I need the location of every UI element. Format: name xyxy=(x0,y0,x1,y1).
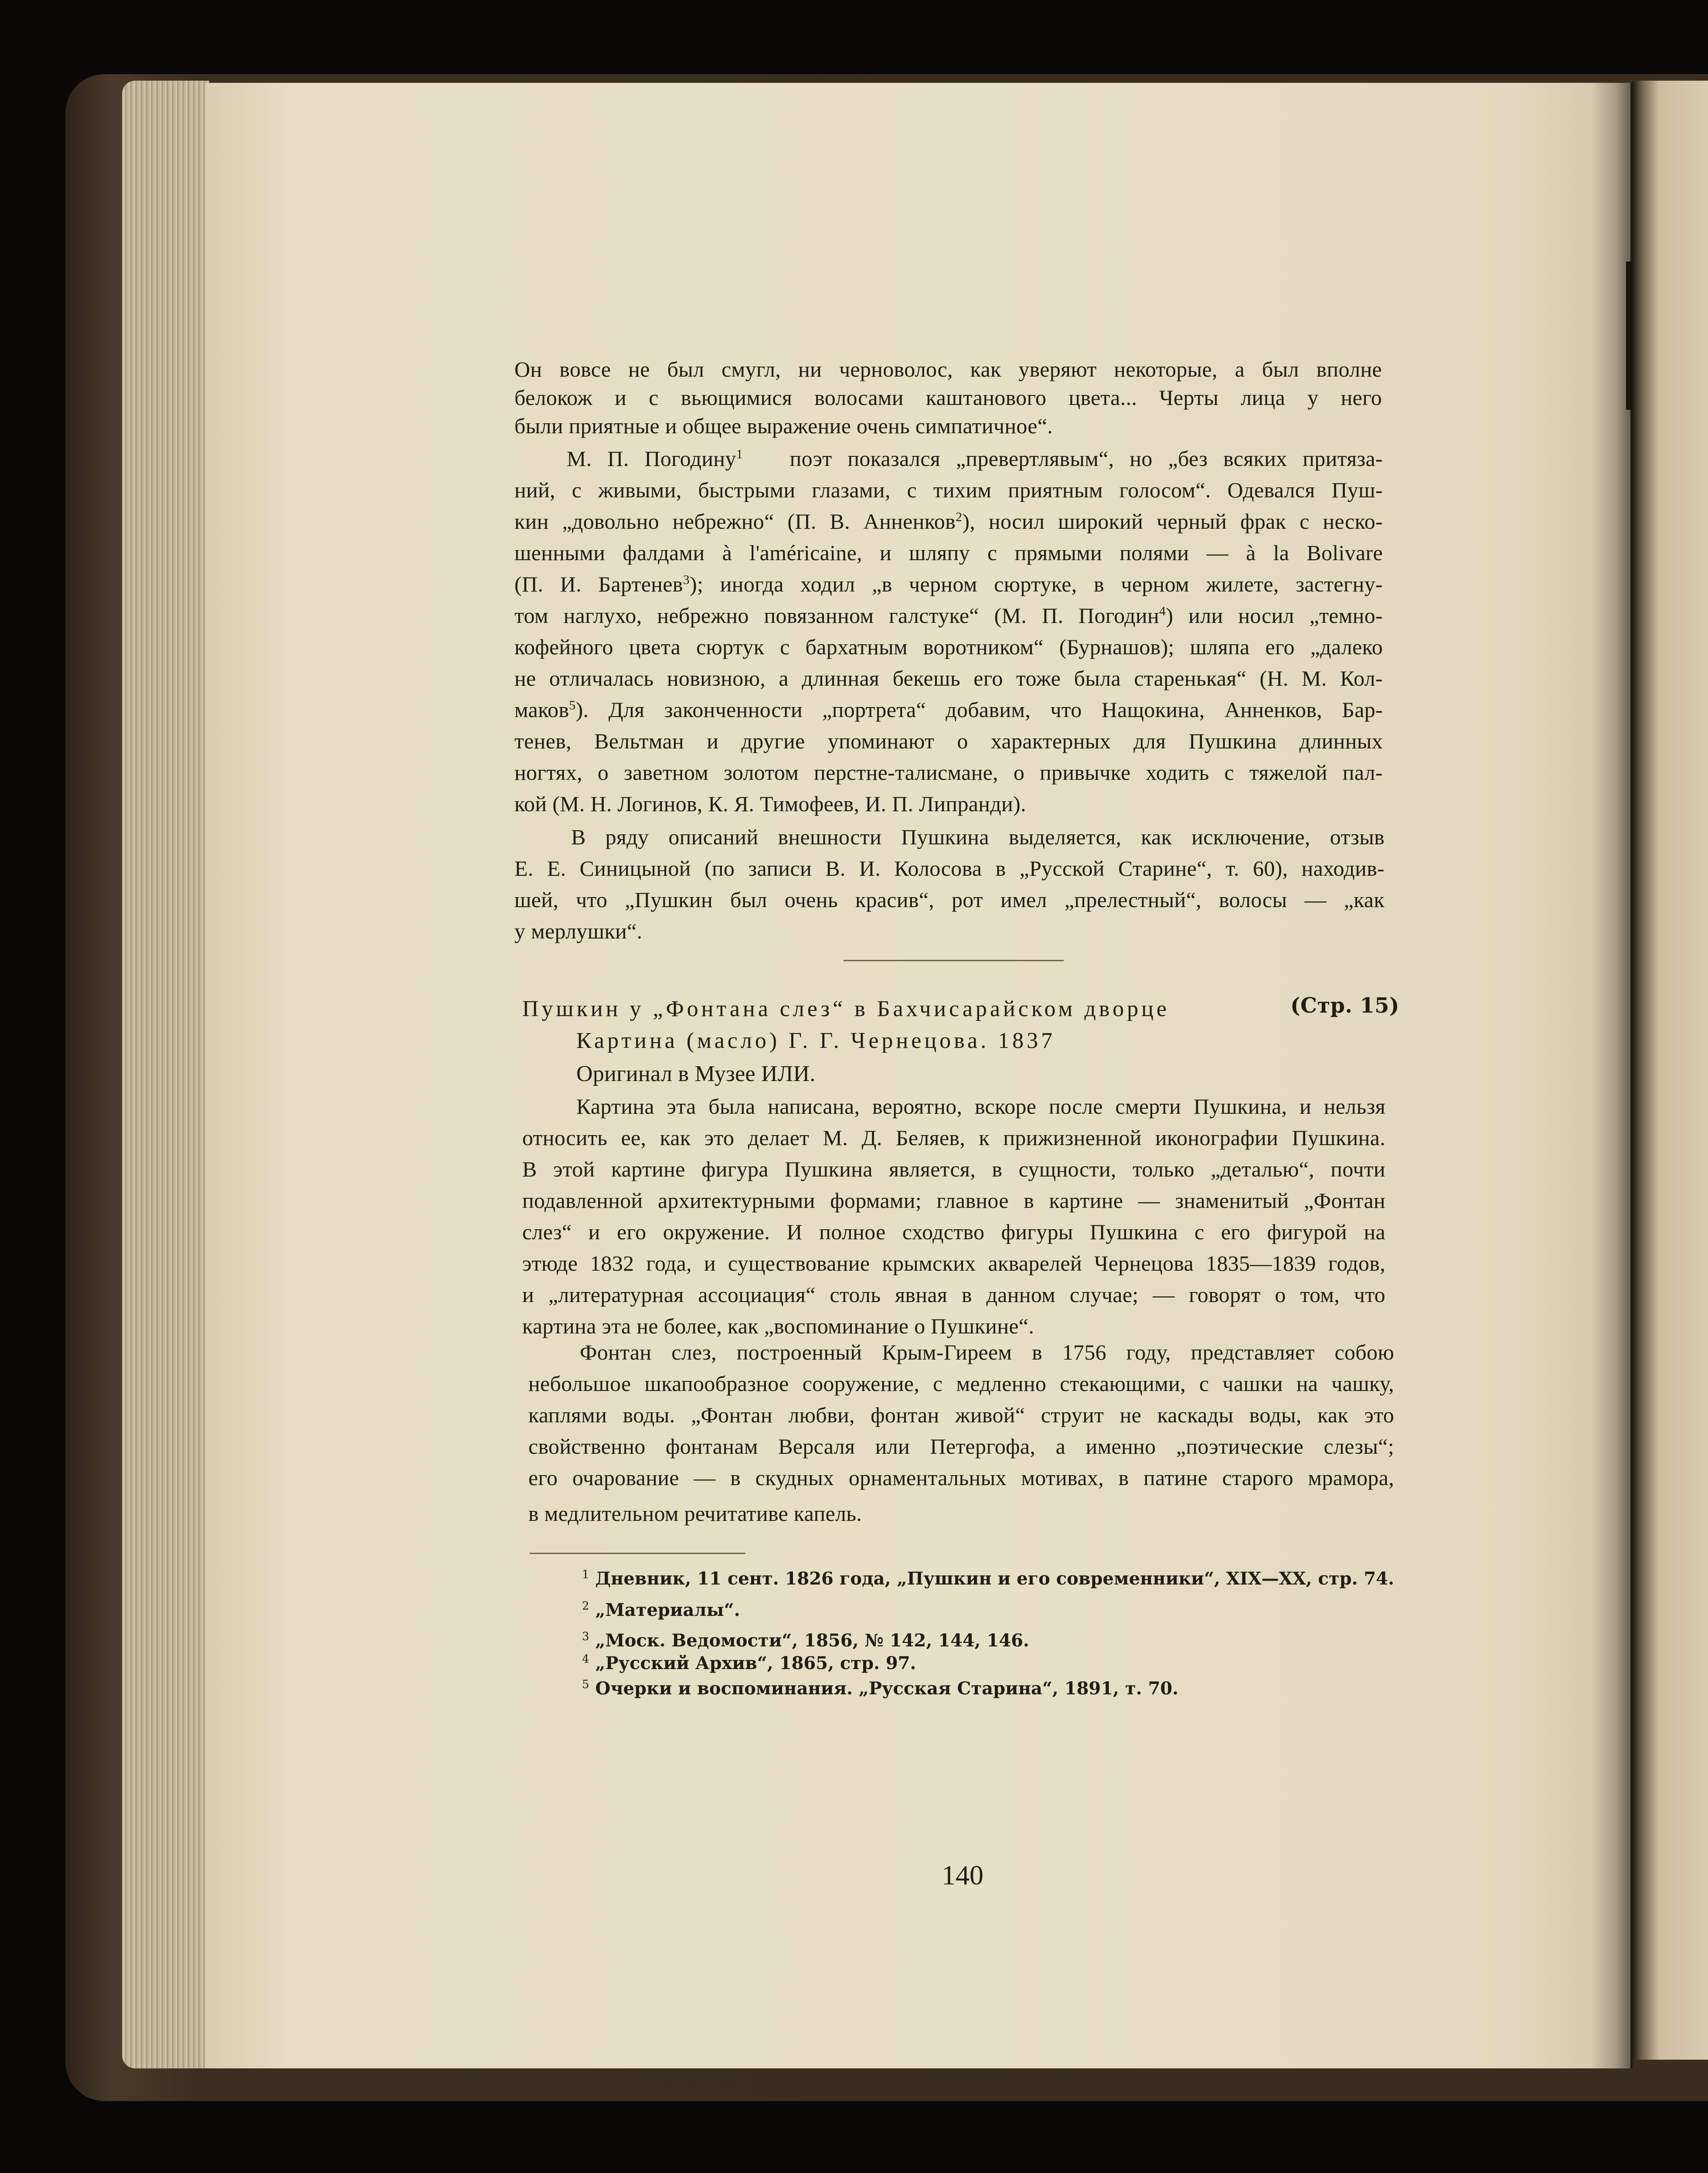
footnote-text: „Материалы“. xyxy=(595,1600,740,1620)
entry-line: подавленной архитектурными формами; главное в картине — знаменитый „Фонтан xyxy=(522,1188,1385,1213)
entry-line: его очарование — в скудных орнаментальных мотивах, в патине старого мрамора, xyxy=(528,1466,1394,1490)
footnote xyxy=(582,1677,1178,1700)
entry-location: Оригинал в Музее ИЛИ. xyxy=(576,1061,816,1086)
entry-line: Картина эта была написана, вероятно, вскоре после смерти Пушкина, и нельзя xyxy=(576,1094,1385,1119)
body-text: поэт показался „превертлявым“, но „без всяких притяза- xyxy=(789,446,1383,471)
body-line xyxy=(514,507,1383,535)
body-line: были приятные и общее выражение очень симпатичное“. xyxy=(514,414,1053,438)
body-line: шей, что „Пушкин был очень красив“, рот имел „прелестный“, волосы — „как xyxy=(514,888,1385,912)
body-line: не отличалась новизною, а длинная бекешь его тоже была старенькая“ (Н. М. Кол- xyxy=(514,666,1383,690)
footnote-number: 2 xyxy=(582,1599,589,1613)
body-line xyxy=(514,696,1383,724)
body-text: том наглухо, небрежно повязанном галстуке“ (М. П. Погодин xyxy=(514,603,1160,628)
body-line: ний, с живыми, быстрыми глазами, с тихим приятным голосом“. Одевался Пуш- xyxy=(514,478,1383,502)
body-line: шенными фалдами à l'américaine, и шляпу с прямыми полями — à la Bolivare xyxy=(514,541,1383,565)
body-line xyxy=(514,602,1383,629)
entry-line: В этой картине фигура Пушкина является, в сущности, только „деталью“, почти xyxy=(522,1157,1385,1181)
section-divider xyxy=(844,960,1064,961)
footnote xyxy=(582,1629,1029,1652)
entry-line: небольшое шкапообразное сооружение, с медленно стекающими, с чашки на чашку, xyxy=(528,1371,1394,1396)
body-line: тенев, Вельтман и другие упоминают о характерных для Пушкина длинных xyxy=(514,729,1383,753)
footnote xyxy=(582,1599,740,1622)
body-text: ) или носил „темно- xyxy=(1166,603,1383,628)
entry-page-ref: (Стр. 15) xyxy=(1290,993,1399,1018)
body-line xyxy=(514,570,1383,598)
footnote xyxy=(582,1652,916,1675)
facing-page-mark xyxy=(1626,262,1632,410)
entry-line: в медлительном речитативе капель. xyxy=(528,1501,862,1526)
footnote-ref: 5 xyxy=(569,698,576,713)
body-line: у мерлушки“. xyxy=(514,919,643,943)
body-text: М. П. Погодину xyxy=(567,446,736,471)
page-number: 140 xyxy=(942,1860,983,1891)
page-edges xyxy=(122,81,209,2068)
footnote-ref: 4 xyxy=(1159,604,1166,619)
body-line: белокож и с вьющимися волосами каштанового цвета... Черты лица у него xyxy=(514,385,1382,410)
entry-line: и „литературная ассоциация“ столь явная в данном случае; — говорят о том, что xyxy=(522,1282,1385,1307)
entry-subtitle: Картина (масло) Г. Г. Чернецова. 1837 xyxy=(576,1028,1056,1053)
entry-line: слез“ и его окружение. И полное сходство фигуры Пушкина с его фигурой на xyxy=(522,1220,1385,1244)
body-text: (П. И. Бартенев xyxy=(514,572,683,596)
facing-page-edge xyxy=(1633,81,1708,2060)
body-text: ). Для законченности „портрета“ добавим, что Нащокина, Анненков, Бар- xyxy=(575,697,1383,722)
footnote-number: 1 xyxy=(582,1568,589,1581)
footnote xyxy=(582,1568,1394,1590)
body-line: ногтях, о заветном золотом перстне-талисмане, о привычке ходить с тяжелой пал- xyxy=(514,760,1383,785)
footnote-number: 3 xyxy=(582,1630,589,1643)
body-text: ), носил широкий черный фрак с неско- xyxy=(962,509,1383,534)
body-line: В ряду описаний внешности Пушкина выделяется, как исключение, отзыв xyxy=(571,825,1385,849)
footnote-text: Дневник, 11 сент. 1826 года, „Пушкин и его современники“, XIX—XX, стр. 74. xyxy=(595,1568,1395,1589)
entry-heading: Пушкин у „Фонтана слез“ в Бахчисарайском дворце xyxy=(522,996,1170,1021)
footnote-number: 4 xyxy=(582,1653,589,1666)
body-text: ); иногда ходил „в черном сюртуке, в черном жилете, застегну- xyxy=(690,572,1383,596)
body-line: Он вовсе не был смугл, ни черноволос, как уверяют некоторые, а был вполне xyxy=(514,357,1382,381)
footnote-ref: 2 xyxy=(956,510,963,524)
body-line: Е. Е. Синицыной (по записи В. И. Колосова в „Русской Старине“, т. 60), находив- xyxy=(514,856,1385,881)
entry-line: этюде 1832 года, и существование крымских акварелей Чернецова 1835—1839 годов, xyxy=(522,1251,1385,1275)
footnote-number: 5 xyxy=(582,1678,589,1691)
body-line: кофейного цвета сюртук с бархатным воротником“ (Бурнашов); шляпа его „далеко xyxy=(514,635,1383,659)
footnote-divider xyxy=(530,1553,745,1554)
body-line: кой (М. Н. Логинов, К. Я. Тимофеев, И. П. Липранди). xyxy=(514,792,1026,816)
entry-line: картина эта не более, как „воспоминание о Пушкине“. xyxy=(522,1314,1034,1338)
body-line xyxy=(567,445,1383,473)
footnote-ref: 1 xyxy=(736,447,743,462)
footnote-text: Очерки и воспоминания. „Русская Старина“, 1891, т. 70. xyxy=(595,1678,1179,1699)
entry-line: свойственно фонтанам Версаля или Петергофа, а именно „поэтические слезы“; xyxy=(528,1434,1394,1459)
entry-line: относить ее, как это делает М. Д. Беляев, к прижизненной иконографии Пушкина. xyxy=(522,1126,1385,1150)
entry-line: каплями воды. „Фонтан любви, фонтан живой“ струит не каскады воды, как это xyxy=(528,1403,1394,1427)
footnote-ref: 3 xyxy=(683,572,690,587)
entry-line: Фонтан слез, построенный Крым-Гиреем в 1756 году, представляет собою xyxy=(580,1340,1394,1364)
footnote-text: „Русский Архив“, 1865, стр. 97. xyxy=(595,1653,916,1673)
body-text: маков xyxy=(514,697,569,722)
body-text: кин „довольно небрежно“ (П. В. Анненков xyxy=(514,509,956,534)
footnote-text: „Моск. Ведомости“, 1856, № 142, 144, 146. xyxy=(595,1630,1029,1651)
